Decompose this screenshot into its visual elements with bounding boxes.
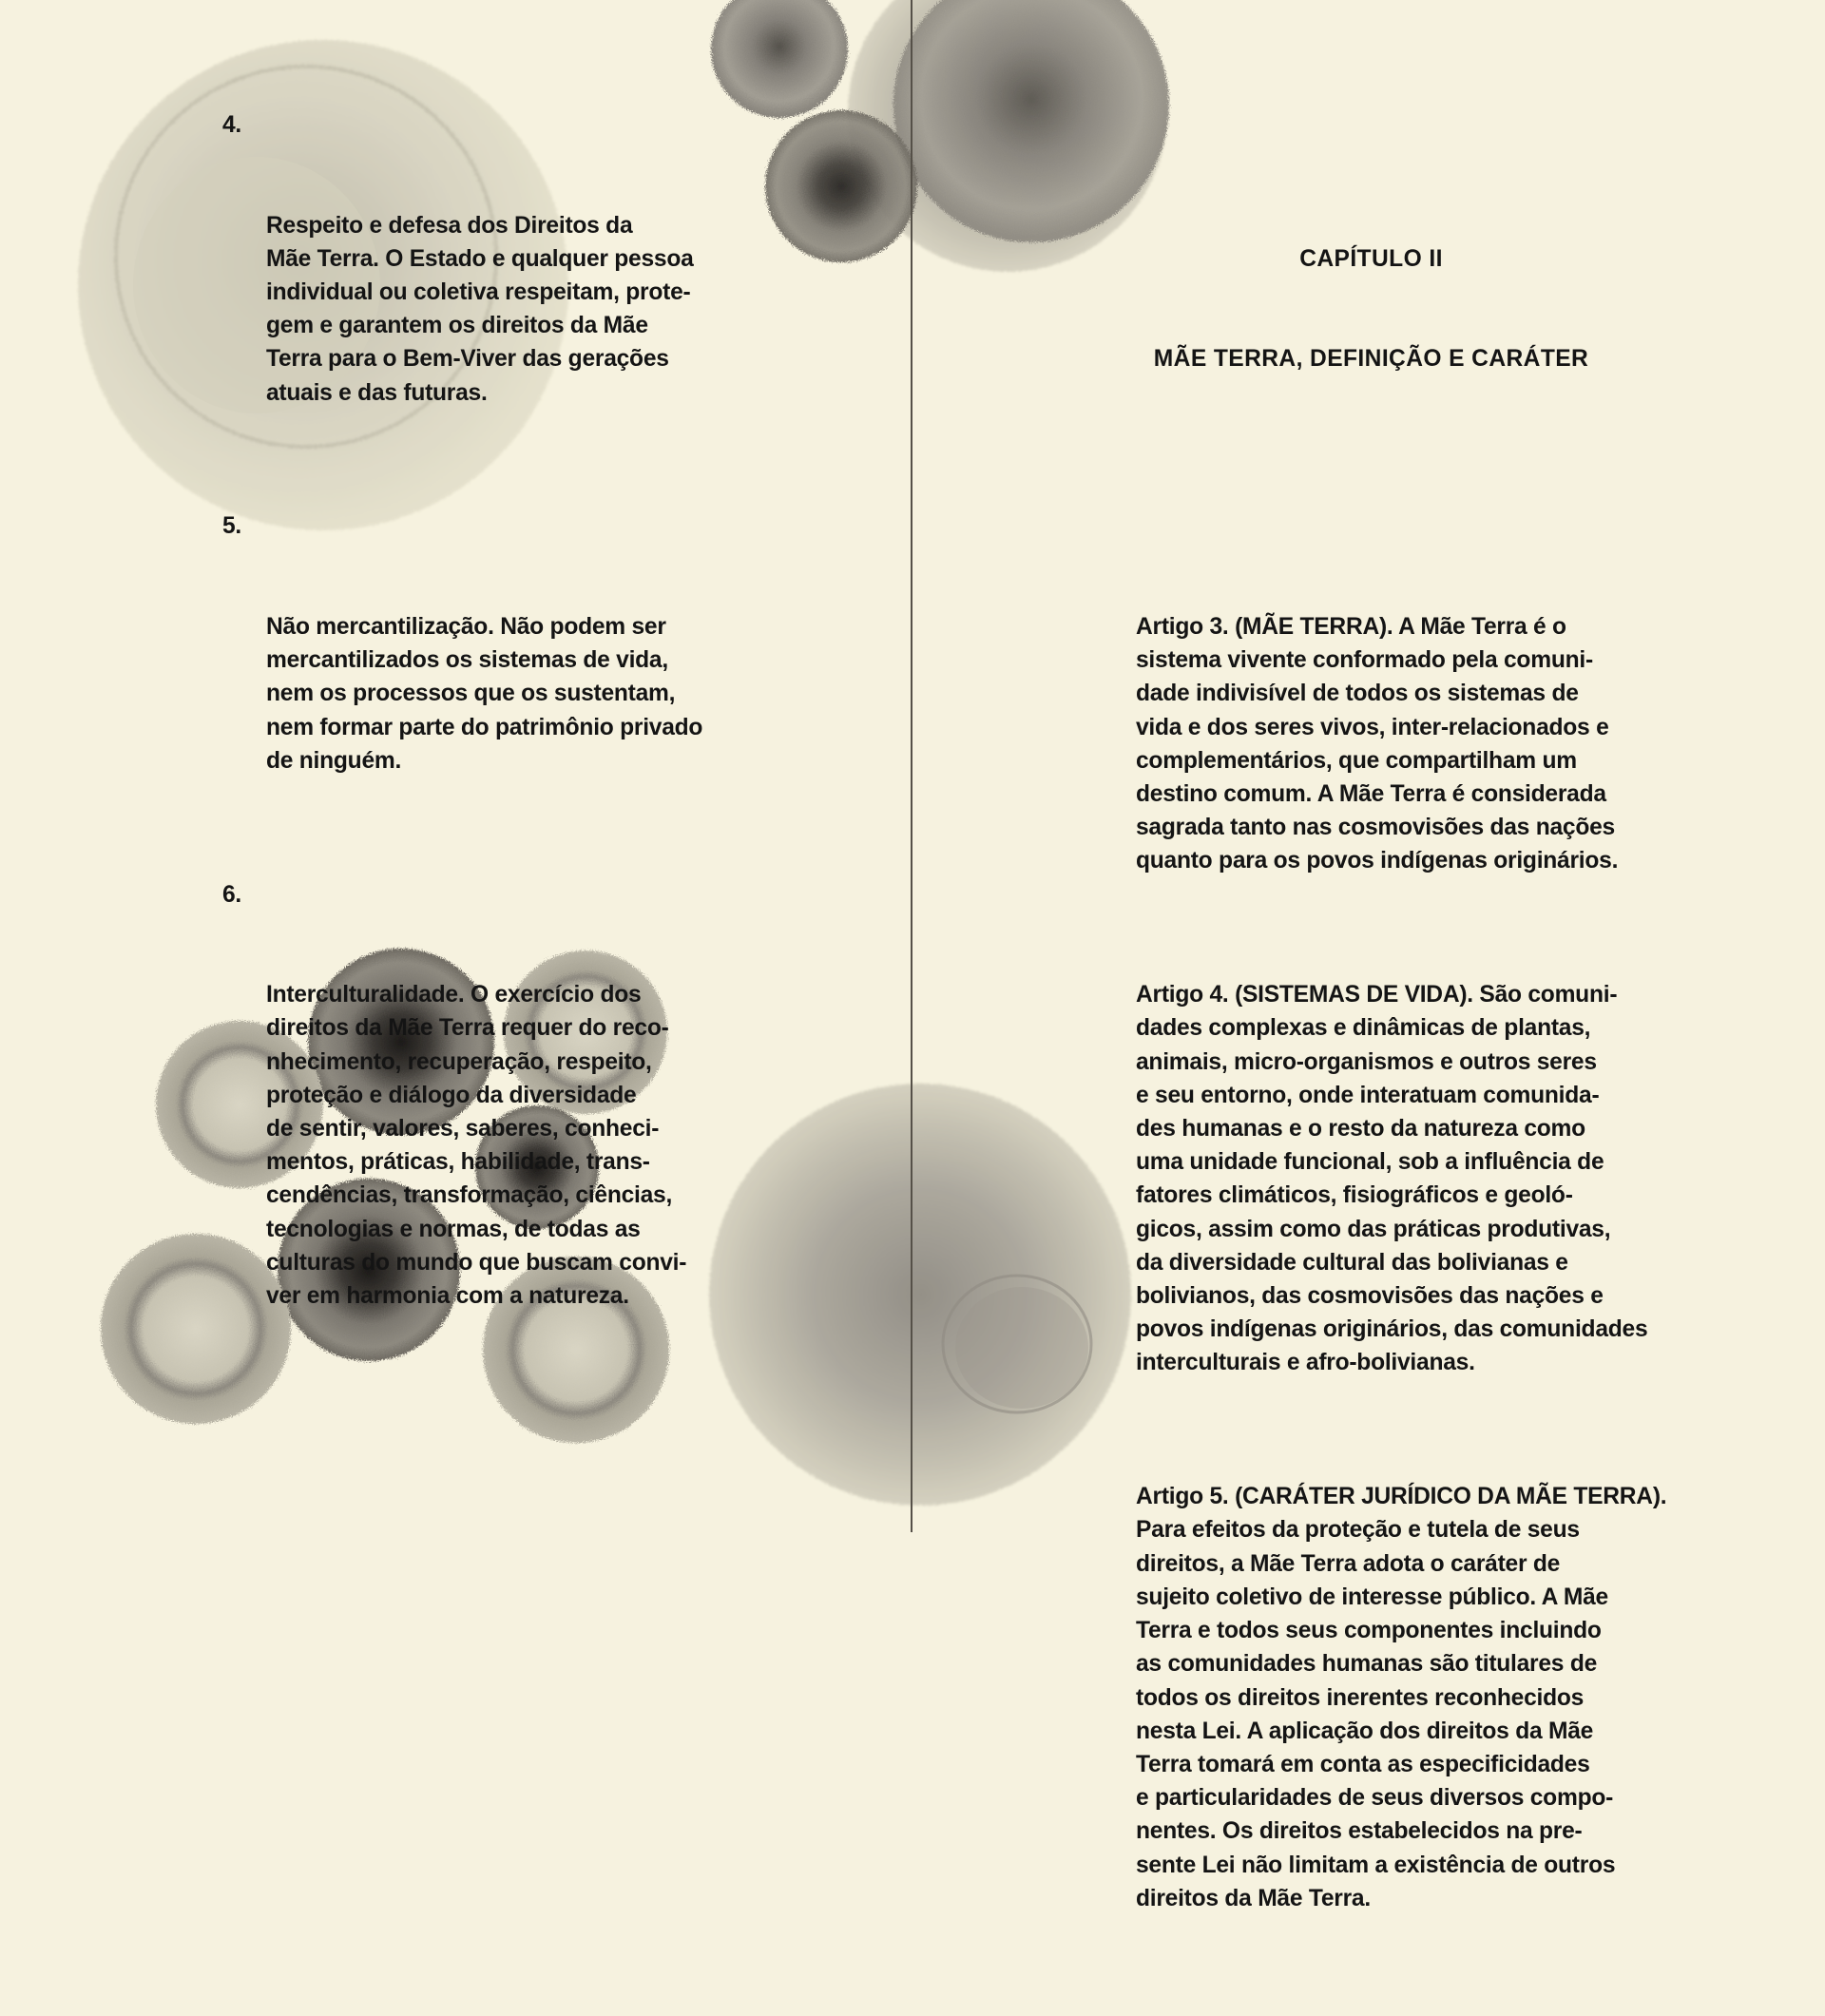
- list-item: [222, 509, 717, 844]
- list-item-text: Não mercantilização. Não podem ser mercantilizados os sistemas de vida, nem os processos que os sustentam, nem formar parte do patrimônio privado de ninguém.: [266, 614, 703, 774]
- chapter-label: CAPÍTULO II: [1299, 245, 1443, 272]
- chapter-title: MÃE TERRA, DEFINIÇÃO E CARÁTER: [1153, 346, 1589, 373]
- list-item-number: 4.: [222, 112, 242, 138]
- chapter-heading: [1136, 175, 1606, 443]
- list-item-number: 6.: [222, 881, 242, 908]
- article-5: Artigo 5. (CARÁTER JURÍDICO DA MÃE TERRA). Para efeitos da proteção e tutela de seus direitos, a Mãe Terra adota o caráter de sujeito coletivo de interesse público. A Mãe Terra e todos seus componentes incluindo as comunidades humanas são titulares de todos os direitos inerentes reconhecidos nesta Lei. A aplicação dos direitos da Mãe Terra tomará em conta as especificidades e particularidades de seus diversos compo- nentes. Os direitos estabelecidos na pre- sente Lei não limitam a existência de outros direitos da Mãe Terra.: [1136, 1484, 1667, 1911]
- principles-list: [222, 108, 717, 1413]
- article-3: Artigo 3. (MÃE TERRA). A Mãe Terra é o sistema vivente conformado pela comuni- dade indivisível de todos os sistemas de vida e dos seres vivos, inter-relacionados e complementários, que compartilham um destino comum. A Mãe Terra é considerada sagrada tanto nas cosmovisões das nações quanto para os povos indígenas originários.: [1136, 614, 1619, 874]
- left-page: [0, 0, 911, 1532]
- article-4: Artigo 4. (SISTEMAS DE VIDA). São comuni- dades complexas e dinâmicas de plantas, animais, micro-organismos e outros seres e seu entorno, onde interatuam comunida- des humanas e o resto da natureza como uma unidade funcional, sob a influência de fatores climáticos, fisiográficos e geoló- gicos, assim como das práticas produtivas, da diversidade cultural das bolivianas e bolivianos, das cosmovisões das nações e povos indígenas originários, das comunidades interculturais e afro-bolivianas.: [1136, 982, 1648, 1376]
- chapter-section: [1136, 108, 1667, 2016]
- list-item: [222, 108, 717, 476]
- list-item-text: Respeito e defesa dos Direitos da Mãe Terra. O Estado e qualquer pessoa individual ou coletiva respeitam, prote- gem e garantem os direitos da Mãe Terra para o Bem-Viver das gerações atuais e das futuras.: [266, 212, 694, 406]
- list-item-number: 5.: [222, 513, 242, 540]
- list-item: [222, 878, 717, 1380]
- list-item-text: Interculturalidade. O exercício dos direitos da Mãe Terra requer do reco- nhecimento, recuperação, respeito, proteção e diálogo da diversidade de sentir, valores, saberes, conheci- mentos, práticas, habilidade, trans- cendências, transformação, ciências, tecnologias e normas, de todas as culturas do mundo que buscam convi- ver em harmonia com a natureza.: [266, 982, 687, 1310]
